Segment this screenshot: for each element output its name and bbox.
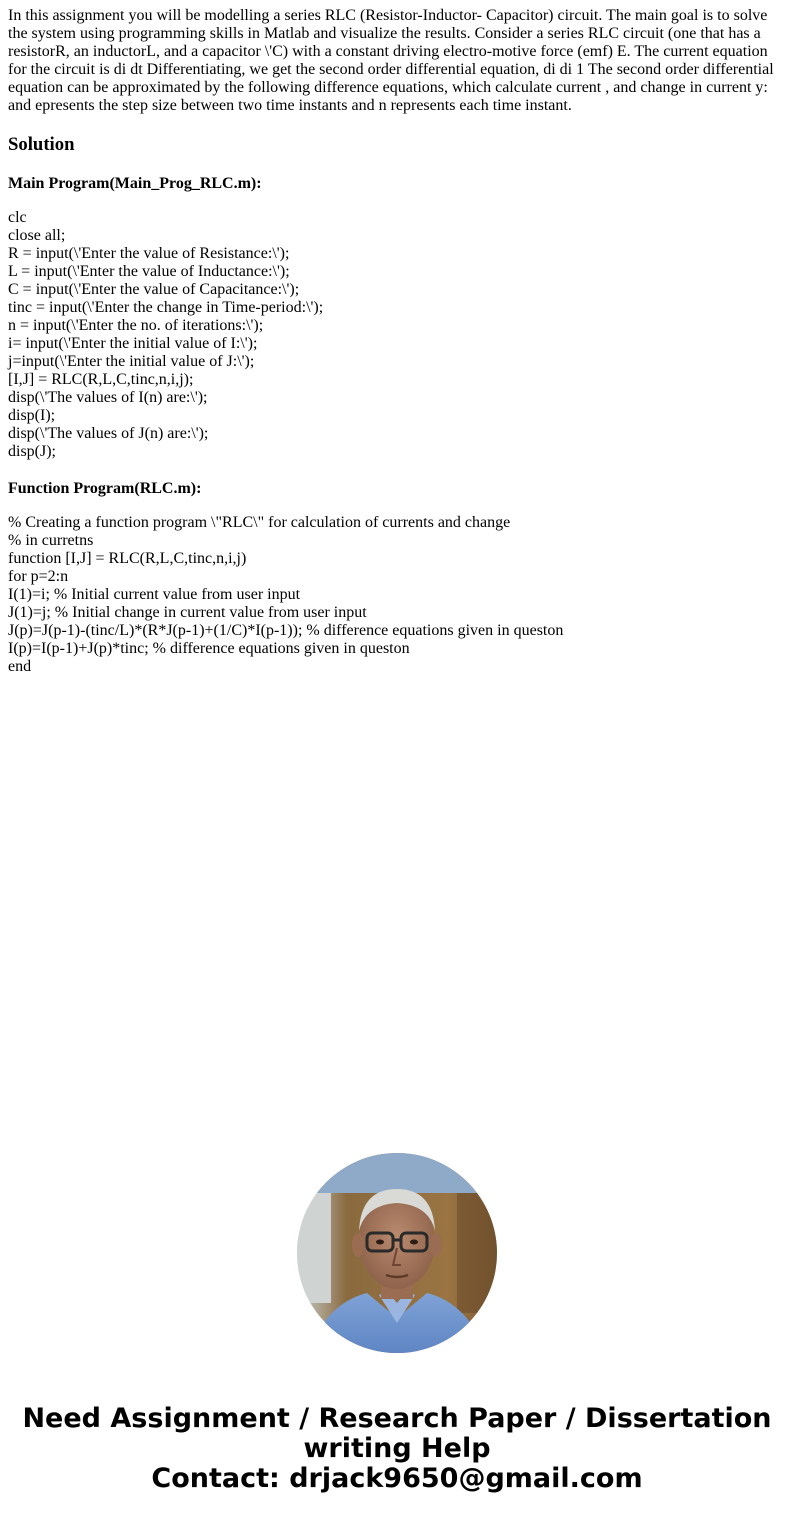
code-line: [I,J] = RLC(R,L,C,tinc,n,i,j); [8, 371, 194, 388]
code-line: for p=2:n [8, 568, 69, 585]
code-line: i= input(\'Enter the initial value of I:\'); [8, 335, 258, 352]
code-line: % Creating a function program \"RLC\" for calculation of currents and change [8, 514, 511, 531]
code-line: J(1)=j; % Initial change in current value from user input [8, 604, 367, 621]
code-line: n = input(\'Enter the no. of iterations:\'); [8, 317, 264, 334]
solution-heading: Solution [8, 134, 75, 155]
code-line: disp(I); [8, 407, 56, 424]
code-line: J(p)=J(p-1)-(tinc/L)*(R*J(p-1)+(1/C)*I(p-1)); % difference equations given in queston [8, 622, 564, 639]
footer-contact: Contact: drjack9650@gmail.com [151, 1463, 643, 1494]
main-program-heading: Main Program(Main_Prog_RLC.m): [8, 175, 262, 192]
code-line: disp(\'The values of J(n) are:\'); [8, 425, 209, 442]
code-line: function [I,J] = RLC(R,L,C,tinc,n,i,j) [8, 550, 247, 567]
footer-line-2: writing Help [303, 1433, 491, 1464]
function-program-code [8, 514, 786, 676]
footer-line-1: Need Assignment / Research Paper / Dissertation [22, 1403, 772, 1434]
code-line: disp(\'The values of I(n) are:\'); [8, 389, 208, 406]
code-line: C = input(\'Enter the value of Capacitance:\'); [8, 281, 300, 298]
code-line: R = input(\'Enter the value of Resistance:\'); [8, 245, 290, 262]
code-line: % in curretns [8, 532, 94, 549]
code-line: I(1)=i; % Initial current value from user input [8, 586, 301, 603]
code-line: end [8, 658, 32, 675]
code-line: clc [8, 209, 27, 226]
promo-footer [0, 1404, 794, 1494]
code-line: disp(J); [8, 443, 56, 460]
assignment-description: In this assignment you will be modelling a series RLC (Resistor-Inductor- Capacitor) circuit. The main goal is to solve the system using programming skills in Matlab and visualize the results. Consider a series RLC circuit (one that has a resistorR, an inductorL, and a capacitor \'C) with a constant driving electro-motive force (emf) E. The current equation for the circuit is di dt Differentiating, we get the second order differential equation, di di 1 The second order differential equation can be approximated by the following difference equations, which calculate current , and change in current y: and epresents the step size between two time instants and n represents each time instant. [8, 7, 774, 114]
code-line: tinc = input(\'Enter the change in Time-period:\'); [8, 299, 324, 316]
code-line: I(p)=I(p-1)+J(p)*tinc; % difference equations given in queston [8, 640, 410, 657]
author-portrait [297, 1153, 497, 1353]
code-line: L = input(\'Enter the value of Inductance:\'); [8, 263, 290, 280]
main-program-code [8, 209, 786, 461]
code-line: j=input(\'Enter the initial value of J:\'); [8, 353, 255, 370]
document-body [8, 7, 786, 676]
function-program-heading: Function Program(RLC.m): [8, 480, 202, 497]
code-line: close all; [8, 227, 66, 244]
author-avatar [297, 1153, 497, 1353]
